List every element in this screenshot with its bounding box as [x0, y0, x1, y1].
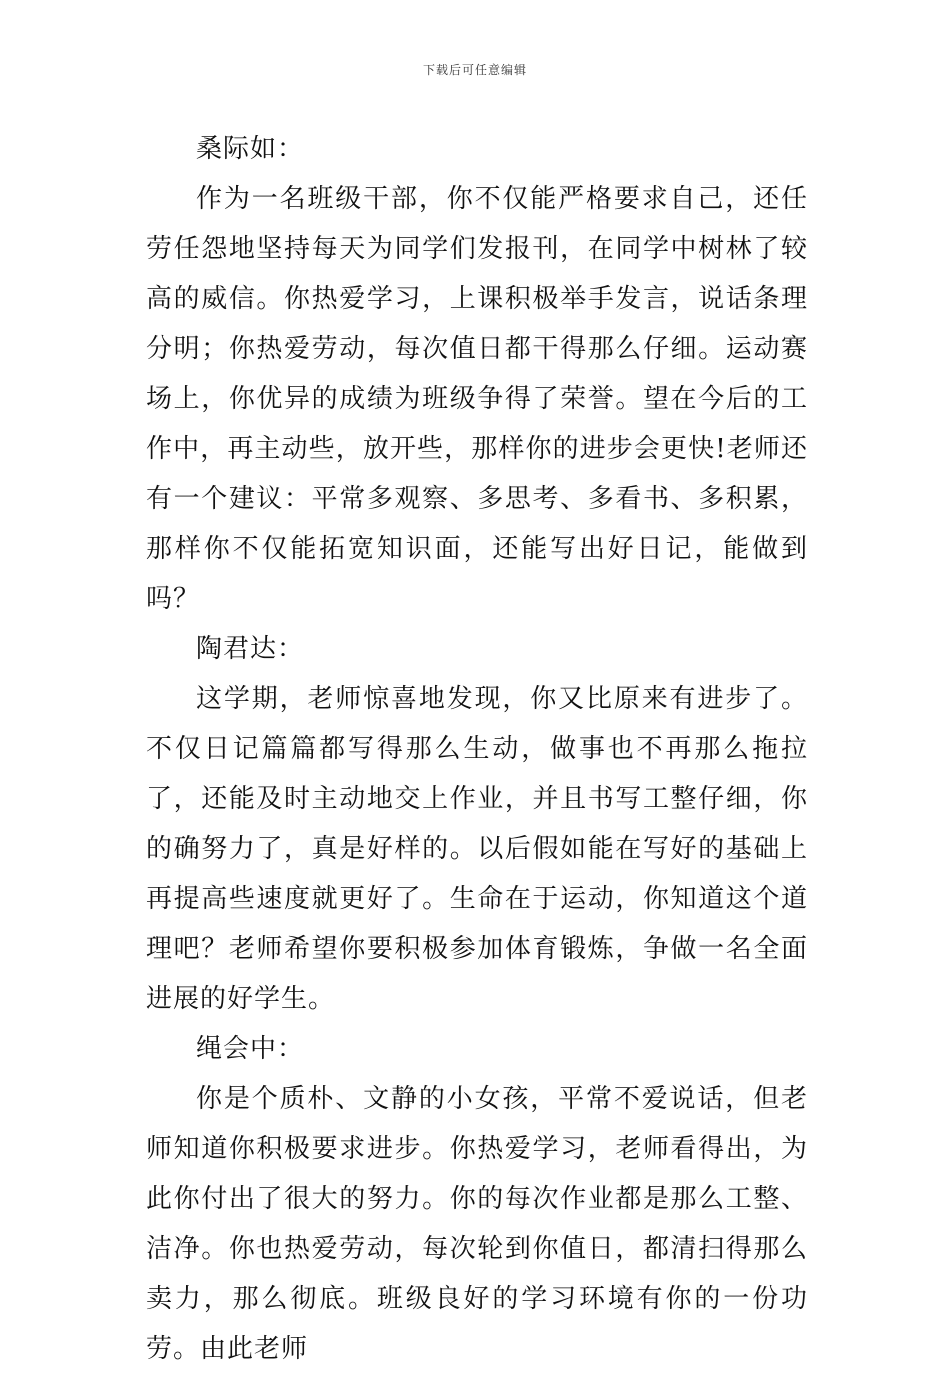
document-body: [146, 124, 808, 1374]
comment-paragraph-1: 作为一名班级干部，你不仅能严格要求自己，还任劳任怨地坚持每天为同学们发报刊，在同学中树林了较高的威信。你热爱学习，上课积极举手发言，说话条理分明；你热爱劳动，每次值日都干得那么仔细。运动赛场上，你优异的成绩为班级争得了荣誉。望在今后的工作中，再主动些，放开些，那样你的进步会更快!老师还有一个建议：平常多观察、多思考、多看书、多积累，那样你不仅能拓宽知识面，还能写出好日记，能做到吗？: [146, 184, 808, 614]
comment-paragraph-2: 这学期，老师惊喜地发现，你又比原来有进步了。不仅日记篇篇都写得那么生动，做事也不再那么拖拉了，还能及时主动地交上作业，并且书写工整仔细，你的确努力了，真是好样的。以后假如能在写好的基础上再提高些速度就更好了。生命在于运动，你知道这个道理吧？老师希望你要积极参加体育锻炼，争做一名全面进展的好学生。: [146, 684, 808, 1014]
student-name-2: 陶君达：: [196, 634, 305, 664]
student-name-1: 桑际如：: [196, 134, 305, 164]
comment-paragraph-3: 你是个质朴、文静的小女孩，平常不爱说话，但老师知道你积极要求进步。你热爱学习，老师看得出，为此你付出了很大的努力。你的每次作业都是那么工整、洁净。你也热爱劳动，每次轮到你值日，都清扫得那么卖力，那么彻底。班级良好的学习环境有你的一份功劳。由此老师: [146, 1084, 808, 1364]
student-name-3: 绳会中：: [196, 1034, 305, 1064]
page-header: 下载后可任意编辑: [422, 63, 527, 77]
